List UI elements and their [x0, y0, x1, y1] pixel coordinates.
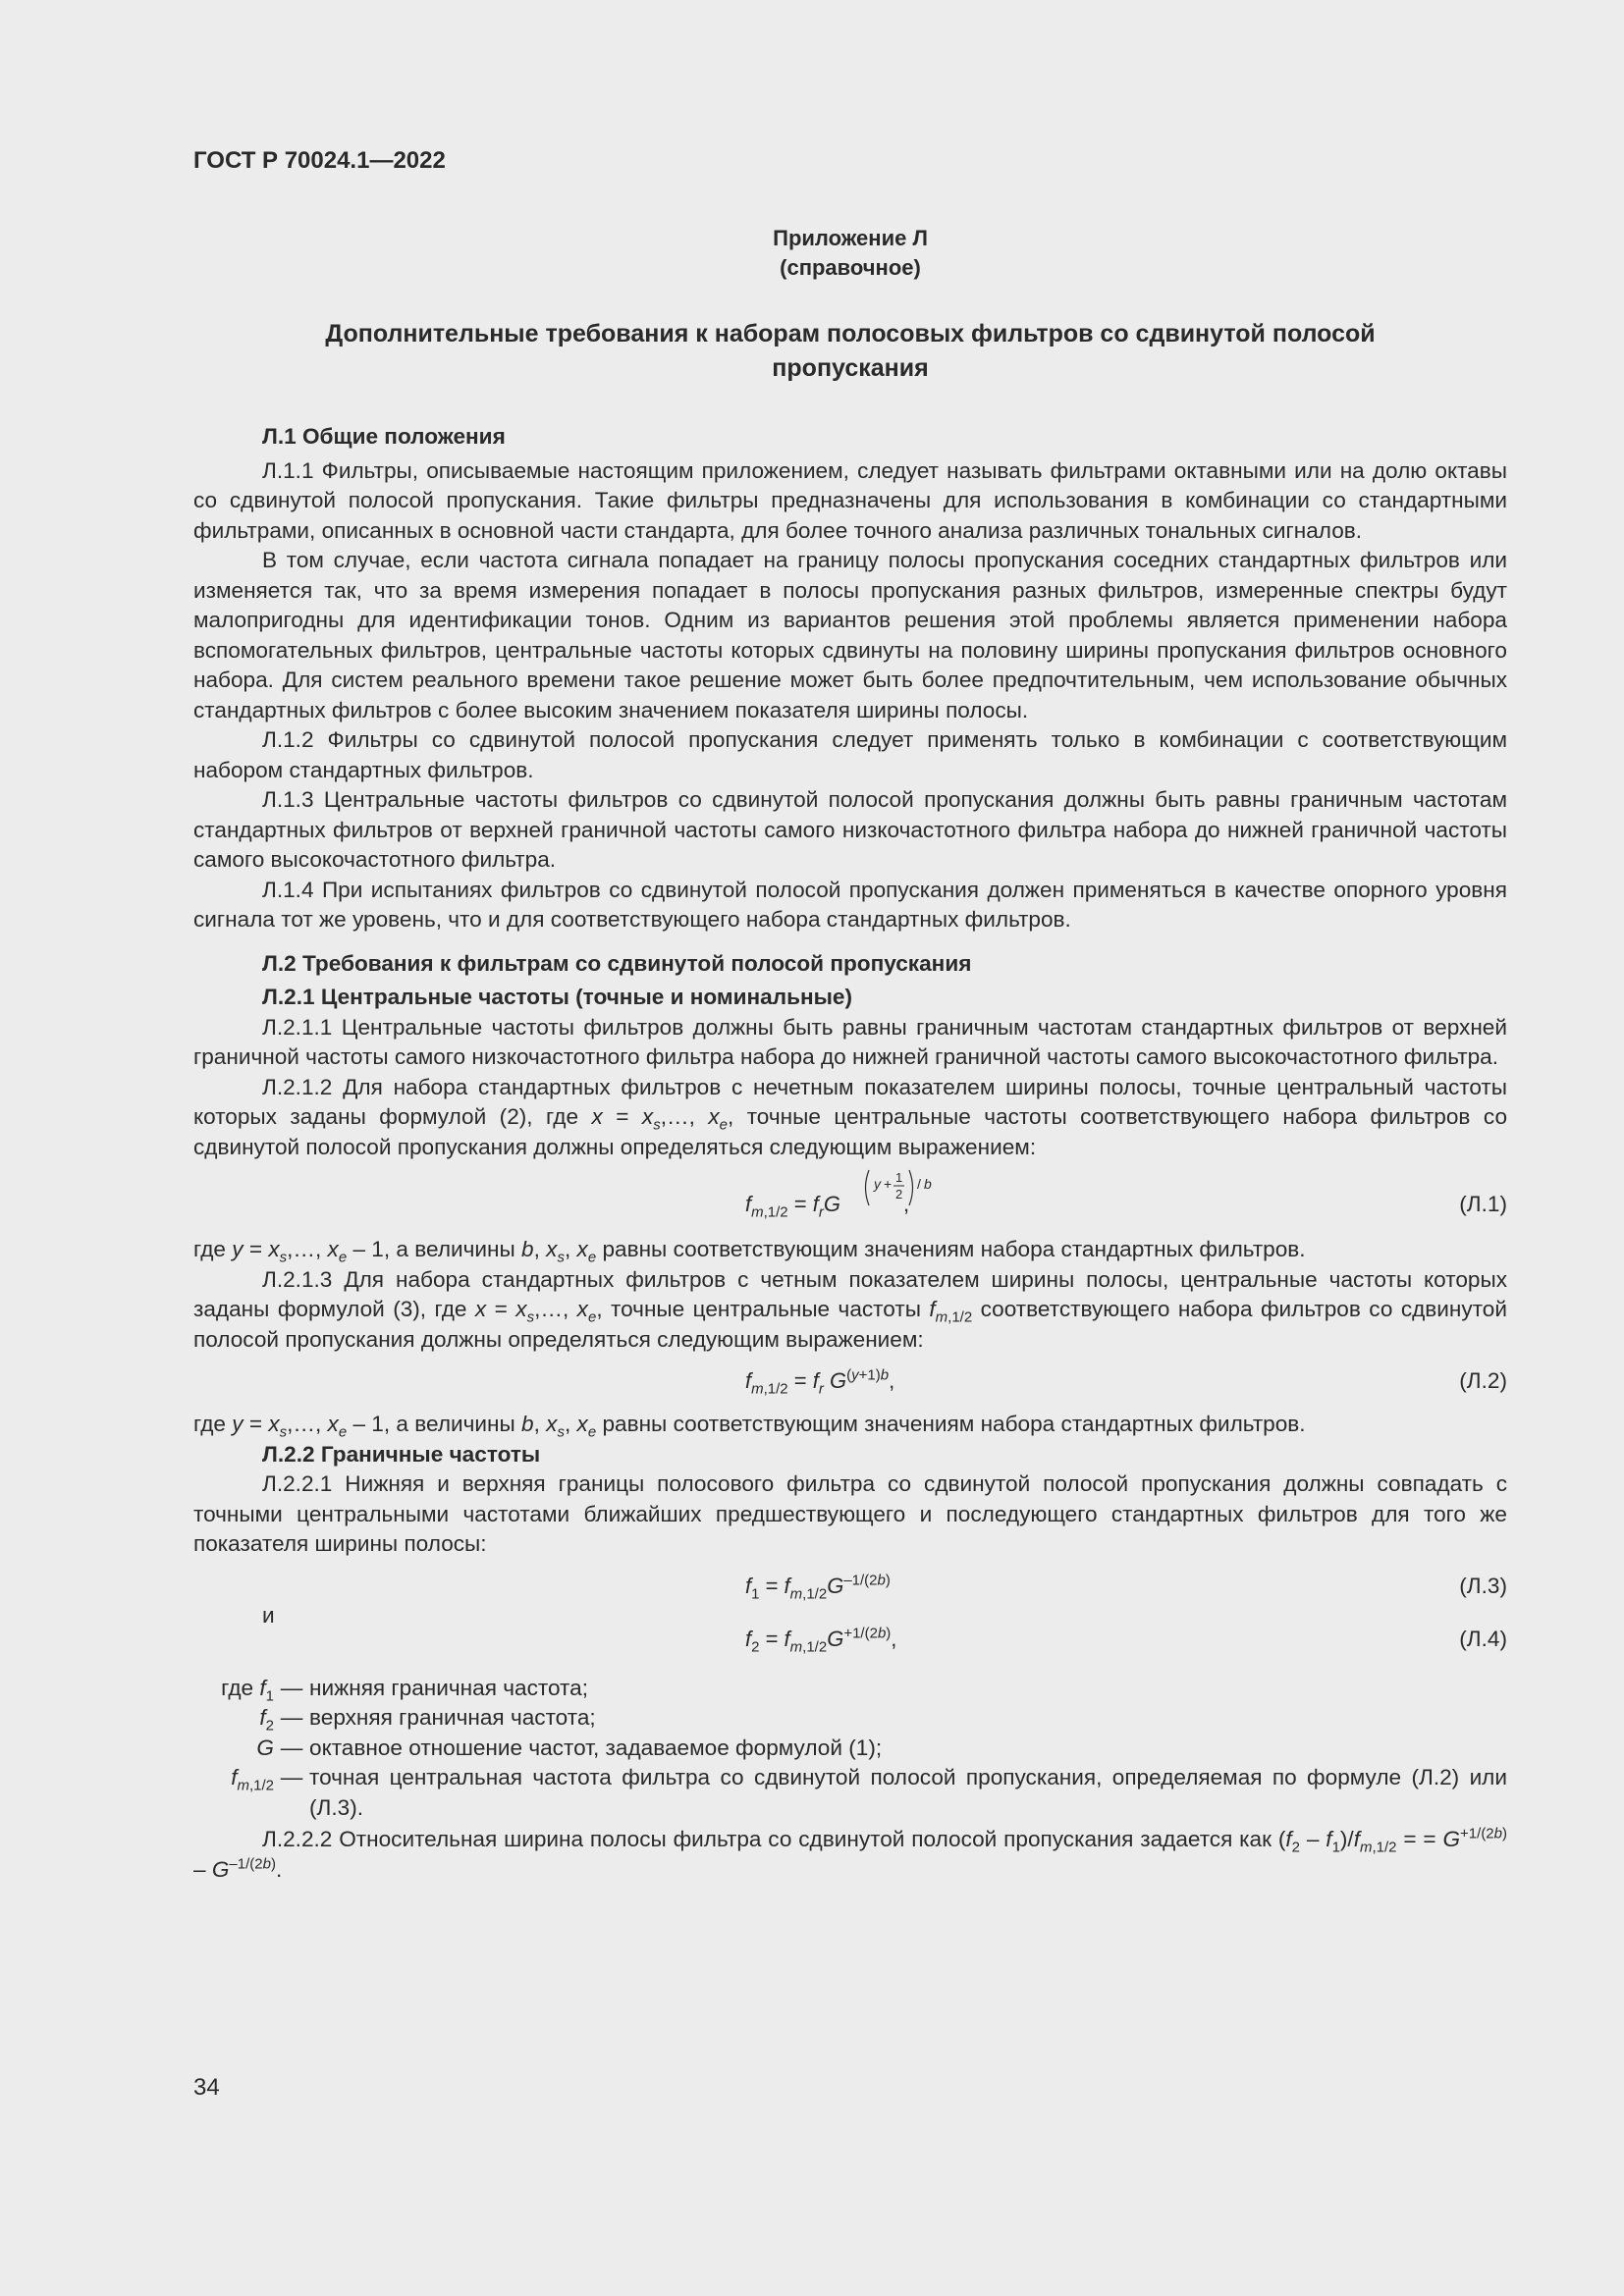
formula-l2-expression: $f_{m,1/2} = f_r$ $G^{(y+1)b}$,	[745, 1366, 895, 1398]
document-code: ГОСТ Р 70024.1—2022	[193, 147, 446, 174]
definition-f1: где $f_1$ — нижняя граничная частота;	[221, 1675, 588, 1705]
formula-l1-expression: $f_{m,1/2} = f_rG$ y + 1 2 / b ,	[745, 1190, 909, 1220]
formula-l1	[193, 1168, 1507, 1229]
formula-l1-exponent	[863, 1166, 961, 1209]
definition-g: G — октавное отношение частот, задаваемое формулой (1);	[256, 1735, 883, 1760]
svg-text:1: 1	[895, 1170, 903, 1185]
where-clause-l1: где $y = x_s,\dots$, $x_e - 1$, а величины b, $x_s$, $x_e$ равны соответствующим значениям набора стандартных фильтров.	[193, 1237, 1306, 1266]
paragraph-l2-2-1: Л.2.2.1 Нижняя и верхняя границы полосового фильтра со сдвинутой полосой пропускания должны совпадать с точными центральными частотами ближайших предшествующего и последующего стандартных фильтров для того же показателя ширины полосы:	[193, 1471, 1507, 1556]
formula-l4-expression: $f_2 = f_{m,1/2}G^{+1/(2b)}$,	[745, 1625, 897, 1655]
svg-text:y: y	[874, 1176, 881, 1192]
section-heading-l2: Л.2 Требования к фильтрам со сдвинутой полосой пропускания	[262, 950, 972, 976]
formula-l4	[193, 1625, 1507, 1668]
formula-l1-number: (Л.1)	[1459, 1192, 1507, 1216]
page-number: 34	[193, 2074, 220, 2101]
paragraph-l2-1-3: Л.2.1.3 Для набора стандартных фильтров с четным показателем ширины полосы, центральные частоты которых заданы формулой (3), где $x = x_s,\dots$, $x_e$, точные центральные частоты $f_{m,1/2}$ соответствующего набора фильтров со сдвинутой полосой пропускания должны определяться следующим выражением:	[193, 1266, 1507, 1352]
paragraph-l1-1-cont: В том случае, если частота сигнала попадает на границу полосы пропускания соседних стандартных фильтров или изменяется так, что за время измерения попадает в полосы пропускания разных фильтров, измеренные спектры будут малопригодны для идентификации тонов. Одним из вариантов решения этой проблемы является применении набора вспомогательных фильтров, центральные частоты которых сдвинуты на половину ширины пропускания фильтров основного набора. Для систем реального времени такое решение может быть более предпочтительным, чем использование обычных стандартных фильтров с более высоким значением показателя ширины полосы.	[193, 548, 1507, 722]
svg-text:/: /	[917, 1176, 921, 1192]
symbol-definitions	[193, 1674, 1507, 1824]
paragraph-l2-1-1: Л.2.1.1 Центральные частоты фильтров должны быть равны граничным частотам стандартных фильтров от верхней граничной частоты самого низкочастотного фильтра набора до нижней граничной частоты самого высокочастотного фильтра.	[193, 1014, 1507, 1069]
paragraph-l2-1-2: Л.2.1.2 Для набора стандартных фильтров с нечетным показателем ширины полосы, точные центральный частоты которых заданы формулой (2), где $x = x_s,\dots$, $x_e$, точные центральные частоты соответствующего набора фильтров со сдвинутой полосой пропускания должны определяться следующим выражением:	[193, 1074, 1508, 1159]
appendix-title: Дополнительные требования к наборам полосовых фильтров со сдвинутой полосой пропускания	[325, 320, 1376, 382]
formula-l3-expression: $f_1 = f_{m,1/2}G^{-1/(2b)}$	[745, 1572, 891, 1602]
subsection-heading-l2-1: Л.2.1 Центральные частоты (точные и номинальные)	[262, 985, 852, 1009]
paragraph-l2-2-2: Л.2.2.2 Относительная ширина полосы фильтра со сдвинутой полосой пропускания задается как $(f_2 - f_1)/f_{m,1/2}$ = = $G^{+1/(2b)} - G^{-1/(2b)}$.	[193, 1825, 1507, 1882]
document-body	[193, 422, 1507, 1885]
definition-f2: $f_2$ — верхняя граничная частота;	[259, 1705, 596, 1735]
appendix-kind: (справочное)	[780, 255, 921, 280]
conjunction-and: и	[262, 1602, 275, 1628]
appendix-label: Приложение Л	[773, 226, 928, 250]
subsection-heading-l2-2: Л.2.2 Граничные частоты	[262, 1441, 541, 1467]
svg-text:+: +	[884, 1176, 893, 1192]
svg-text:b: b	[924, 1176, 932, 1192]
appendix-heading	[193, 224, 1507, 283]
svg-text:2: 2	[895, 1187, 903, 1201]
formula-l4-number: (Л.4)	[1459, 1626, 1507, 1651]
formula-l3	[193, 1566, 1507, 1609]
paragraph-l1-3: Л.1.3 Центральные частоты фильтров со сдвинутой полосой пропускания должны быть равны граничным частотам стандартных фильтров от верхней граничной частоты самого низкочастотного фильтра набора до нижней граничной частоты самого высокочастотного фильтра.	[193, 787, 1507, 872]
paragraph-l1-1: Л.1.1 Фильтры, описываемые настоящим приложением, следует называть фильтрами октавными или на долю октавы со сдвинутой полосой пропускания. Такие фильтры предназначены для использования в комбинации со стандартными фильтрами, описанных в основной части стандарта, для более точного анализа различных тональных сигналов.	[193, 457, 1507, 543]
definition-fm12: $f_{m,1/2}$ — точная центральная частота фильтра со сдвинутой полосой пропускания, определяемая по формуле (Л.2) или (Л.3).	[231, 1765, 1507, 1820]
formula-l2-number: (Л.2)	[1459, 1368, 1507, 1393]
where-clause-l2: где $y = x_s,\dots$, $x_e - 1$, а величины b, $x_s$, $x_e$ равны соответствующим значениям набора стандартных фильтров.	[193, 1412, 1306, 1441]
paragraph-l1-2: Л.1.2 Фильтры со сдвинутой полосой пропускания следует применять только в комбинации с соответствующим набором стандартных фильтров.	[193, 727, 1507, 782]
formula-l2	[193, 1361, 1507, 1404]
section-heading-l1: Л.1 Общие положения	[262, 424, 506, 449]
formula-l3-number: (Л.3)	[1459, 1573, 1507, 1598]
paragraph-l1-4: Л.1.4 При испытаниях фильтров со сдвинутой полосой пропускания должен применяться в качестве опорного уровня сигнала тот же уровень, что и для соответствующего набора стандартных фильтров.	[193, 877, 1507, 932]
